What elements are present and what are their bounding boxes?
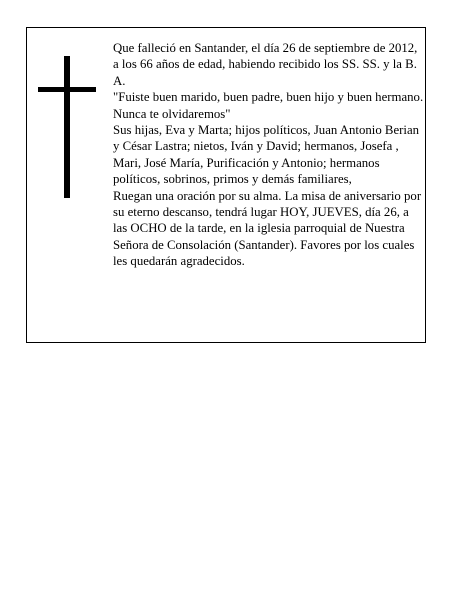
death-announcement: Que falleció en Santander, el día 26 de septiembre de 2012, a los 66 años de edad, habiendo recibido los SS. SS. y la B. A. <box>113 41 418 88</box>
cross-horizontal-bar <box>38 87 96 92</box>
obituary-notice <box>26 27 426 343</box>
memorial-quote: "Fuiste buen marido, buen padre, buen hijo y buen hermano. Nunca te olvidaremos" <box>113 90 424 121</box>
mass-details: Ruegan una oración por su alma. La misa de aniversario por su eterno descanso, tendrá lugar HOY, JUEVES, día 26, a las OCHO de la tarde, en la iglesia parroquial de Nuestra Señora de Consolación (Santander). Favores por los cuales les quedarán agradecidos. <box>113 188 422 269</box>
cross-icon <box>38 56 96 198</box>
family-list: Sus hijas, Eva y Marta; hijos políticos, Juan Antonio Berian y César Lastra; nietos, Iván y David; hermanos, Josefa , Mari, José María, Purificación y Antonio; hermanos políticos, sobrinos, primos y demás familiares, <box>113 123 420 187</box>
obituary-text <box>113 40 425 270</box>
cross-vertical-bar <box>64 56 70 198</box>
